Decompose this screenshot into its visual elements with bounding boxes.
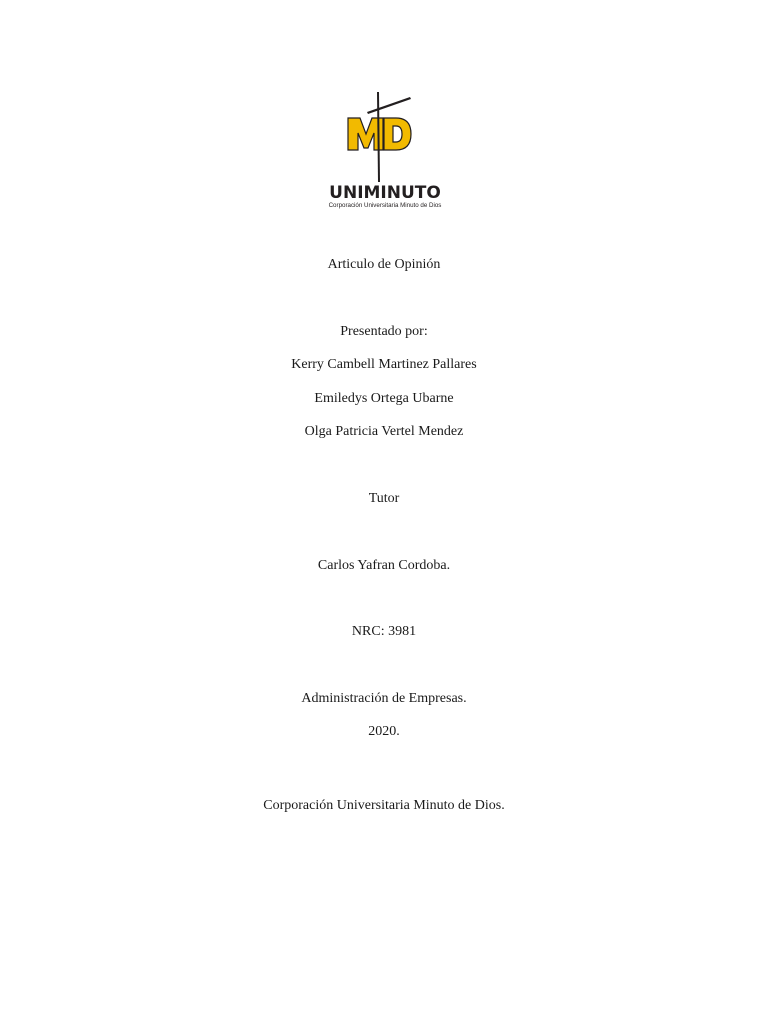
- institution-name: Corporación Universitaria Minuto de Dios.: [263, 798, 505, 813]
- logo-tagline: Corporación Universitaria Minuto de Dios: [328, 202, 442, 209]
- logo-wordmark: UNIMINUTO: [329, 183, 441, 203]
- uniminuto-logo: [310, 88, 460, 213]
- nrc-code: NRC: 3981: [351, 624, 417, 639]
- author-name: Emiledys Ortega Ubarne: [314, 391, 454, 406]
- md-monogram-icon: [310, 88, 460, 213]
- author-name: Olga Patricia Vertel Mendez: [304, 424, 464, 439]
- document-title: Articulo de Opinión: [327, 257, 441, 272]
- presented-by-label: Presentado por:: [340, 324, 428, 339]
- program-name: Administración de Empresas.: [301, 691, 467, 706]
- tutor-name: Carlos Yafran Cordoba.: [317, 558, 451, 573]
- year: 2020.: [368, 724, 400, 739]
- author-name: Kerry Cambell Martinez Pallares: [291, 357, 477, 372]
- tutor-label: Tutor: [368, 491, 400, 506]
